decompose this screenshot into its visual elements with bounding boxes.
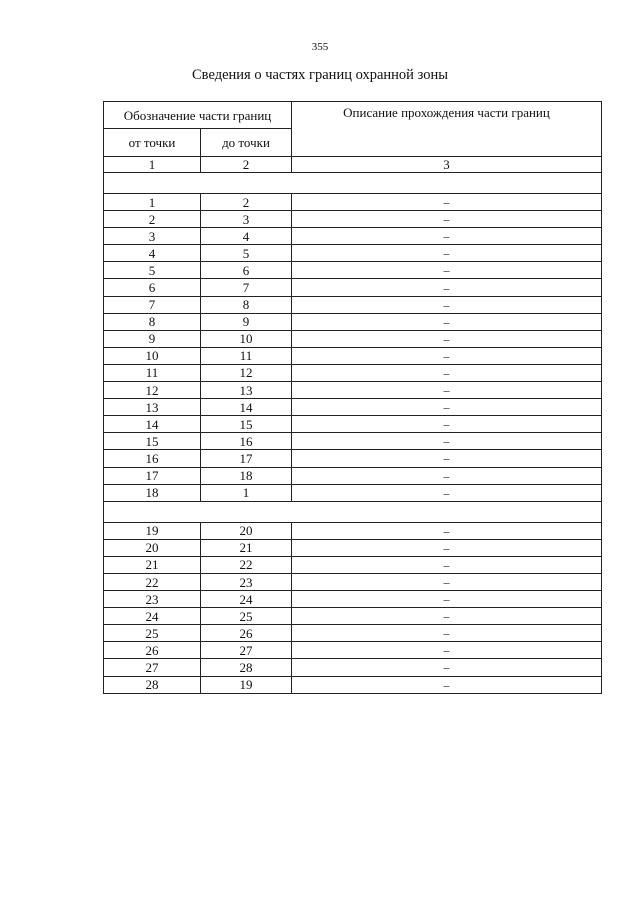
- table-cell: 17: [104, 467, 201, 484]
- section-separator-cell: [104, 173, 602, 194]
- table-row: [104, 467, 602, 484]
- page-number: 355: [311, 41, 329, 53]
- table-cell: –: [292, 608, 602, 625]
- table-row: [104, 591, 602, 608]
- table-cell: 24: [201, 591, 292, 608]
- table-row: [104, 330, 602, 347]
- table-row: [104, 416, 602, 433]
- table-cell: 16: [201, 433, 292, 450]
- table-cell: –: [292, 262, 602, 279]
- table-cell: 10: [201, 330, 292, 347]
- table-cell: –: [292, 484, 602, 501]
- table-cell: 13: [201, 382, 292, 399]
- table-row: [104, 399, 602, 416]
- boundary-table: [103, 101, 602, 694]
- table-cell: –: [292, 347, 602, 364]
- table-cell: –: [292, 625, 602, 642]
- table-cell: 12: [104, 382, 201, 399]
- table-cell: 18: [201, 467, 292, 484]
- table-cell: –: [292, 296, 602, 313]
- table-cell: 27: [104, 659, 201, 676]
- section-separator-row: [104, 501, 602, 522]
- table-row: [104, 313, 602, 330]
- table-row: [104, 573, 602, 590]
- table-row: [104, 382, 602, 399]
- table-cell: 19: [104, 522, 201, 539]
- section-separator-cell: [104, 501, 602, 522]
- table-cell: 20: [104, 539, 201, 556]
- table-row: [104, 194, 602, 211]
- table-cell: 14: [201, 399, 292, 416]
- table-cell: 6: [201, 262, 292, 279]
- table-row: [104, 347, 602, 364]
- table-cell: 23: [104, 591, 201, 608]
- table-row: [104, 625, 602, 642]
- table-cell: –: [292, 211, 602, 228]
- table-cell: 21: [104, 556, 201, 573]
- table-cell: 28: [201, 659, 292, 676]
- table-cell: –: [292, 522, 602, 539]
- table-cell: 24: [104, 608, 201, 625]
- table-row: [104, 676, 602, 693]
- table-cell: –: [292, 450, 602, 467]
- table-cell: –: [292, 279, 602, 296]
- table-cell: –: [292, 416, 602, 433]
- table-cell: –: [292, 676, 602, 693]
- table-cell: 10: [104, 347, 201, 364]
- table-cell: –: [292, 228, 602, 245]
- table-cell: –: [292, 467, 602, 484]
- table-cell: 26: [104, 642, 201, 659]
- table-cell: 19: [201, 676, 292, 693]
- table-cell: –: [292, 194, 602, 211]
- table-cell: 28: [104, 676, 201, 693]
- section-separator-row: [104, 173, 602, 194]
- header-from-point: от точки: [104, 129, 201, 157]
- table-cell: –: [292, 433, 602, 450]
- table-cell: 7: [201, 279, 292, 296]
- table-cell: 25: [104, 625, 201, 642]
- table-cell: –: [292, 364, 602, 381]
- document-title: Сведения о частях границ охранной зоны: [192, 67, 448, 83]
- table-cell: 15: [201, 416, 292, 433]
- table-cell: 26: [201, 625, 292, 642]
- header-to-point: до точки: [201, 129, 292, 157]
- table-cell: 15: [104, 433, 201, 450]
- table-row: [104, 245, 602, 262]
- table-cell: –: [292, 642, 602, 659]
- table-cell: 16: [104, 450, 201, 467]
- table-cell: 7: [104, 296, 201, 313]
- table-cell: 9: [104, 330, 201, 347]
- table-row: [104, 279, 602, 296]
- table-cell: 1: [201, 484, 292, 501]
- column-number: 2: [201, 157, 292, 173]
- table-row: [104, 262, 602, 279]
- table-row: [104, 608, 602, 625]
- table-cell: –: [292, 399, 602, 416]
- table-cell: –: [292, 382, 602, 399]
- table-body: [104, 173, 602, 694]
- table-cell: –: [292, 659, 602, 676]
- table-cell: 18: [104, 484, 201, 501]
- table-row: [104, 522, 602, 539]
- table-row: [104, 211, 602, 228]
- column-number: 3: [292, 157, 602, 173]
- table-cell: 5: [201, 245, 292, 262]
- table-cell: 2: [201, 194, 292, 211]
- table-row: [104, 484, 602, 501]
- table-cell: –: [292, 573, 602, 590]
- table-cell: –: [292, 245, 602, 262]
- table-cell: –: [292, 330, 602, 347]
- table-cell: 23: [201, 573, 292, 590]
- table-cell: –: [292, 591, 602, 608]
- table-cell: 4: [104, 245, 201, 262]
- table-row: [104, 364, 602, 381]
- table-cell: 1: [104, 194, 201, 211]
- table-row: [104, 539, 602, 556]
- table-cell: 4: [201, 228, 292, 245]
- table-cell: 21: [201, 539, 292, 556]
- table-cell: 12: [201, 364, 292, 381]
- table-cell: 25: [201, 608, 292, 625]
- table-cell: 8: [104, 313, 201, 330]
- table-row: [104, 228, 602, 245]
- table-cell: –: [292, 313, 602, 330]
- table-cell: 20: [201, 522, 292, 539]
- table-cell: 14: [104, 416, 201, 433]
- table-cell: 3: [201, 211, 292, 228]
- header-boundary-part: Обозначение части границ: [104, 102, 292, 129]
- table-row: [104, 450, 602, 467]
- table-cell: 5: [104, 262, 201, 279]
- table-cell: 3: [104, 228, 201, 245]
- table-row: [104, 659, 602, 676]
- table-cell: 2: [104, 211, 201, 228]
- table-cell: 13: [104, 399, 201, 416]
- column-number: 1: [104, 157, 201, 173]
- table-cell: 22: [104, 573, 201, 590]
- header-description: Описание прохождения части границ: [292, 102, 602, 157]
- table-cell: –: [292, 539, 602, 556]
- table-cell: 11: [201, 347, 292, 364]
- table-cell: 22: [201, 556, 292, 573]
- table-row: [104, 296, 602, 313]
- table-row: [104, 556, 602, 573]
- table-cell: 8: [201, 296, 292, 313]
- table-cell: 11: [104, 364, 201, 381]
- table-cell: 6: [104, 279, 201, 296]
- table-cell: 17: [201, 450, 292, 467]
- table-cell: –: [292, 556, 602, 573]
- table-row: [104, 433, 602, 450]
- table-cell: 27: [201, 642, 292, 659]
- table-cell: 9: [201, 313, 292, 330]
- table-row: [104, 642, 602, 659]
